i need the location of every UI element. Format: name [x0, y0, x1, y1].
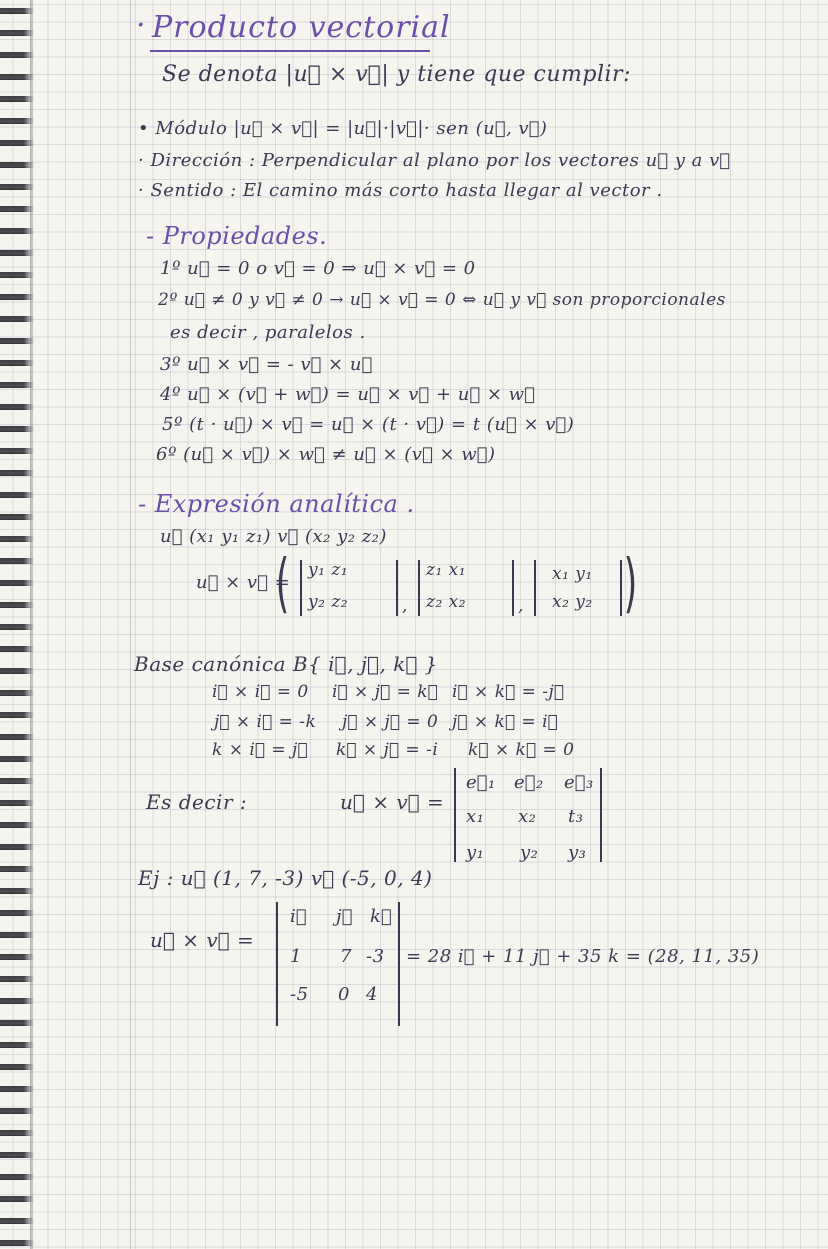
es-decir-lhs: u⃗ × v⃗ = — [340, 790, 445, 814]
analytic-vectors: u⃗ (x₁ y₁ z₁) v⃗ (x₂ y₂ z₂) — [160, 526, 387, 547]
example-left-bar — [276, 902, 278, 1026]
ex-m20: -5 — [290, 984, 309, 1005]
base-r0c2: i⃗ × k⃗ = -j⃗ — [452, 682, 565, 702]
base-r2c0: k × i⃗ = j⃗ — [212, 740, 309, 760]
ed-m22: y₃ — [568, 842, 587, 863]
ed-m00: e⃗₁ — [466, 772, 496, 793]
property-4: 4º u⃗ × (v⃗ + w⃗) = u⃗ × v⃗ + u⃗ × w⃗ — [160, 384, 536, 405]
example-result: = 28 i⃗ + 11 j⃗ + 35 k = (28, 11, 35) — [406, 946, 760, 967]
det3-right-bar — [620, 560, 622, 616]
property-6: 6º (u⃗ × v⃗) × w⃗ ≠ u⃗ × (v⃗ × w⃗) — [156, 444, 496, 465]
spiral-binding — [0, 0, 34, 1249]
ed-m11: x₂ — [518, 806, 537, 827]
example-right-bar — [398, 902, 400, 1026]
ex-m01: j⃗ — [336, 906, 353, 927]
ex-m02: k⃗ — [370, 906, 393, 927]
det1-left-bar — [300, 560, 302, 616]
base-r2c1: k⃗ × j⃗ = -i — [336, 740, 439, 760]
base-r1c1: j⃗ × j⃗ = 0 — [342, 712, 439, 732]
base-r1c0: j⃗ × i⃗ = -k — [214, 712, 317, 732]
left-paren: ( — [275, 547, 290, 621]
ex-m21: 0 — [338, 984, 350, 1005]
bullet-direccion: · Dirección : Perpendicular al plano por los vectores u⃗ y a v⃗ — [138, 150, 731, 171]
example-lhs: u⃗ × v⃗ = — [150, 928, 255, 952]
title-bullet: · — [136, 8, 147, 43]
margin-line — [130, 0, 131, 1249]
ex-m00: i⃗ — [290, 906, 308, 927]
det2-right-bar — [512, 560, 514, 616]
det1-top: y₁ z₁ — [308, 560, 349, 580]
binding-edge — [30, 0, 33, 1249]
intro-line: Se denota |u⃗ × v⃗| y tiene que cumplir: — [162, 62, 631, 87]
base-title: Base canónica B{ i⃗, j⃗, k⃗ } — [134, 652, 438, 676]
bullet-sentido: · Sentido : El camino más corto hasta llegar al vector . — [138, 180, 663, 201]
ed-m21: y₂ — [520, 842, 539, 863]
bullet-modulo: • Módulo |u⃗ × v⃗| = |u⃗|·|v⃗|· sen (u⃗, v⃗) — [138, 118, 548, 139]
base-r1c2: j⃗ × k⃗ = i⃗ — [452, 712, 559, 732]
property-2-cont: es decir , paralelos . — [170, 322, 366, 343]
det1-bottom: y₂ z₂ — [308, 592, 349, 612]
right-paren: ) — [623, 547, 638, 621]
det2-left-bar — [418, 560, 420, 616]
det3-top: x₁ y₁ — [552, 564, 593, 584]
det3-left-bar — [534, 560, 536, 616]
base-r0c0: i⃗ × i⃗ = 0 — [212, 682, 309, 702]
analytic-title: - Expresión analítica . — [138, 490, 415, 518]
det2-top: z₁ x₁ — [426, 560, 467, 580]
properties-title: - Propiedades. — [146, 222, 328, 250]
det2-bottom: z₂ x₂ — [426, 592, 467, 612]
property-1: 1º u⃗ = 0 o v⃗ = 0 ⇒ u⃗ × v⃗ = 0 — [160, 258, 476, 279]
ed-m10: x₁ — [466, 806, 485, 827]
property-2: 2º u⃗ ≠ 0 y v⃗ ≠ 0 → u⃗ × v⃗ = 0 ⇔ u⃗ y v⃗ son proporcionales — [158, 290, 726, 310]
ex-m10: 1 — [290, 946, 302, 967]
det3-bottom: x₂ y₂ — [552, 592, 593, 612]
property-3: 3º u⃗ × v⃗ = - v⃗ × u⃗ — [160, 354, 373, 375]
es-decir-left-bar — [454, 768, 456, 862]
es-decir-right-bar — [600, 768, 602, 862]
es-decir-label: Es decir : — [146, 790, 248, 814]
page-title: Producto vectorial — [152, 10, 451, 45]
ed-m12: t₃ — [568, 806, 584, 827]
analytic-lhs: u⃗ × v⃗ = — [196, 572, 291, 593]
comma-2: , — [518, 596, 524, 616]
ex-m22: 4 — [366, 984, 378, 1005]
ed-m02: e⃗₃ — [564, 772, 594, 793]
example-line: Ej : u⃗ (1, 7, -3) v⃗ (-5, 0, 4) — [138, 866, 433, 890]
ex-m12: -3 — [366, 946, 385, 967]
property-5: 5º (t · u⃗) × v⃗ = u⃗ × (t · v⃗) = t (u⃗ × v⃗) — [162, 414, 575, 435]
title-underline — [150, 50, 430, 52]
comma-1: , — [402, 596, 408, 616]
base-r0c1: i⃗ × j⃗ = k⃗ — [332, 682, 439, 702]
ed-m20: y₁ — [466, 842, 485, 863]
ex-m11: 7 — [340, 946, 352, 967]
base-r2c2: k⃗ × k⃗ = 0 — [468, 740, 575, 760]
ed-m01: e⃗₂ — [514, 772, 544, 793]
det1-right-bar — [396, 560, 398, 616]
